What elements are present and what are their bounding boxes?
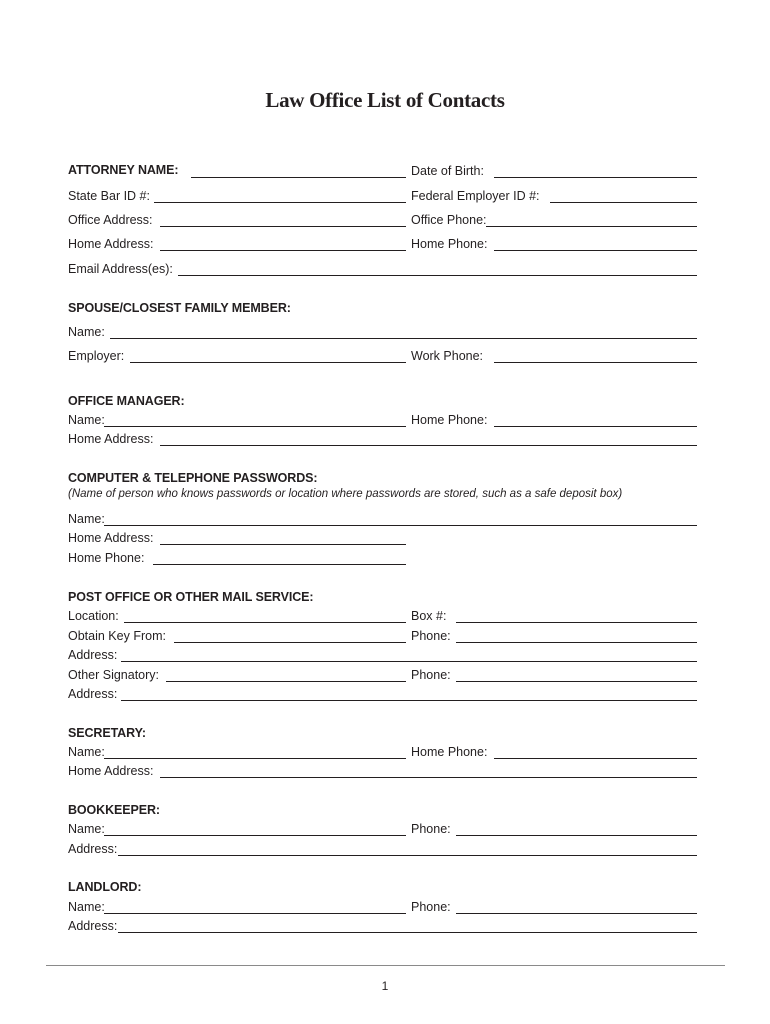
employer-field[interactable]: [130, 362, 406, 363]
work-phone-field[interactable]: [494, 362, 697, 363]
post-office-heading: POST OFFICE OR OTHER MAIL SERVICE:: [68, 590, 314, 604]
landlord-phone-field[interactable]: [456, 913, 697, 914]
landlord-name-field[interactable]: [104, 913, 406, 914]
location-label: Location:: [68, 609, 119, 623]
passwords-name-field[interactable]: [104, 525, 697, 526]
secretary-home-phone-field[interactable]: [494, 758, 697, 759]
other-signatory-label: Other Signatory:: [68, 668, 160, 682]
obtain-key-from-label: Obtain Key From:: [68, 629, 166, 643]
post-office-phone-label: Phone:: [411, 629, 451, 643]
home-address-field[interactable]: [160, 250, 406, 251]
state-bar-id-field[interactable]: [154, 202, 406, 203]
post-office-address-field[interactable]: [121, 661, 697, 662]
passwords-name-label: Name:: [68, 512, 105, 526]
box-field[interactable]: [456, 622, 697, 623]
secretary-heading: SECRETARY:: [68, 726, 146, 740]
secretary-home-address-label: Home Address:: [68, 764, 154, 778]
federal-employer-id-field[interactable]: [550, 202, 697, 203]
passwords-home-address-label: Home Address:: [68, 531, 154, 545]
signatory-phone-label: Phone:: [411, 668, 451, 682]
home-address-label: Home Address:: [68, 237, 154, 251]
secretary-home-address-field[interactable]: [160, 777, 697, 778]
page-number: 1: [381, 979, 389, 993]
work-phone-label: Work Phone:: [411, 349, 484, 363]
landlord-address-field[interactable]: [118, 932, 697, 933]
signatory-phone-field[interactable]: [456, 681, 697, 682]
other-signatory-field[interactable]: [166, 681, 406, 682]
office-manager-home-address-field[interactable]: [160, 445, 697, 446]
office-phone-field[interactable]: [486, 226, 697, 227]
signatory-address-field[interactable]: [121, 700, 697, 701]
page-title: Law Office List of Contacts: [265, 88, 505, 112]
signatory-address-label: Address:: [68, 687, 118, 701]
date-of-birth-label: Date of Birth:: [411, 164, 484, 178]
date-of-birth-field[interactable]: [494, 177, 697, 178]
landlord-address-label: Address:: [68, 919, 118, 933]
passwords-home-phone-label: Home Phone:: [68, 551, 145, 565]
bookkeeper-heading: BOOKKEEPER:: [68, 803, 160, 817]
bookkeeper-phone-label: Phone:: [411, 822, 451, 836]
secretary-home-phone-label: Home Phone:: [411, 745, 488, 759]
spouse-heading: SPOUSE/CLOSEST FAMILY MEMBER:: [68, 301, 291, 315]
bookkeeper-name-field[interactable]: [104, 835, 406, 836]
bookkeeper-name-label: Name:: [68, 822, 105, 836]
secretary-name-label: Name:: [68, 745, 105, 759]
obtain-key-from-field[interactable]: [174, 642, 406, 643]
footer-divider: [46, 965, 725, 966]
home-phone-field[interactable]: [494, 250, 697, 251]
state-bar-id-label: State Bar ID #:: [68, 189, 150, 203]
employer-label: Employer:: [68, 349, 125, 363]
landlord-heading: LANDLORD:: [68, 880, 142, 894]
office-phone-label: Office Phone:: [411, 213, 487, 227]
post-office-address-label: Address:: [68, 648, 118, 662]
office-manager-home-address-label: Home Address:: [68, 432, 154, 446]
attorney-name-field[interactable]: [191, 177, 406, 178]
office-manager-home-phone-label: Home Phone:: [411, 413, 488, 427]
spouse-name-field[interactable]: [110, 338, 697, 339]
passwords-heading: COMPUTER & TELEPHONE PASSWORDS:: [68, 471, 318, 485]
office-manager-name-label: Name:: [68, 413, 105, 427]
bookkeeper-address-field[interactable]: [118, 855, 697, 856]
passwords-note: (Name of person who knows passwords or location where passwords are stored, such as a safe deposit box): [68, 488, 623, 500]
federal-employer-id-label: Federal Employer ID #:: [411, 189, 540, 203]
box-label: Box #:: [411, 609, 447, 623]
passwords-home-address-field[interactable]: [160, 544, 406, 545]
spouse-name-label: Name:: [68, 325, 105, 339]
bookkeeper-address-label: Address:: [68, 842, 118, 856]
office-address-label: Office Address:: [68, 213, 153, 227]
office-manager-name-field[interactable]: [104, 426, 406, 427]
office-address-field[interactable]: [160, 226, 406, 227]
office-manager-heading: OFFICE MANAGER:: [68, 394, 185, 408]
bookkeeper-phone-field[interactable]: [456, 835, 697, 836]
attorney-name-label: ATTORNEY NAME:: [68, 163, 179, 177]
office-manager-home-phone-field[interactable]: [494, 426, 697, 427]
location-field[interactable]: [124, 622, 406, 623]
landlord-phone-label: Phone:: [411, 900, 451, 914]
home-phone-label: Home Phone:: [411, 237, 488, 251]
email-label: Email Address(es):: [68, 262, 173, 276]
post-office-phone-field[interactable]: [456, 642, 697, 643]
secretary-name-field[interactable]: [104, 758, 406, 759]
passwords-home-phone-field[interactable]: [153, 564, 406, 565]
email-field[interactable]: [178, 275, 697, 276]
landlord-name-label: Name:: [68, 900, 105, 914]
